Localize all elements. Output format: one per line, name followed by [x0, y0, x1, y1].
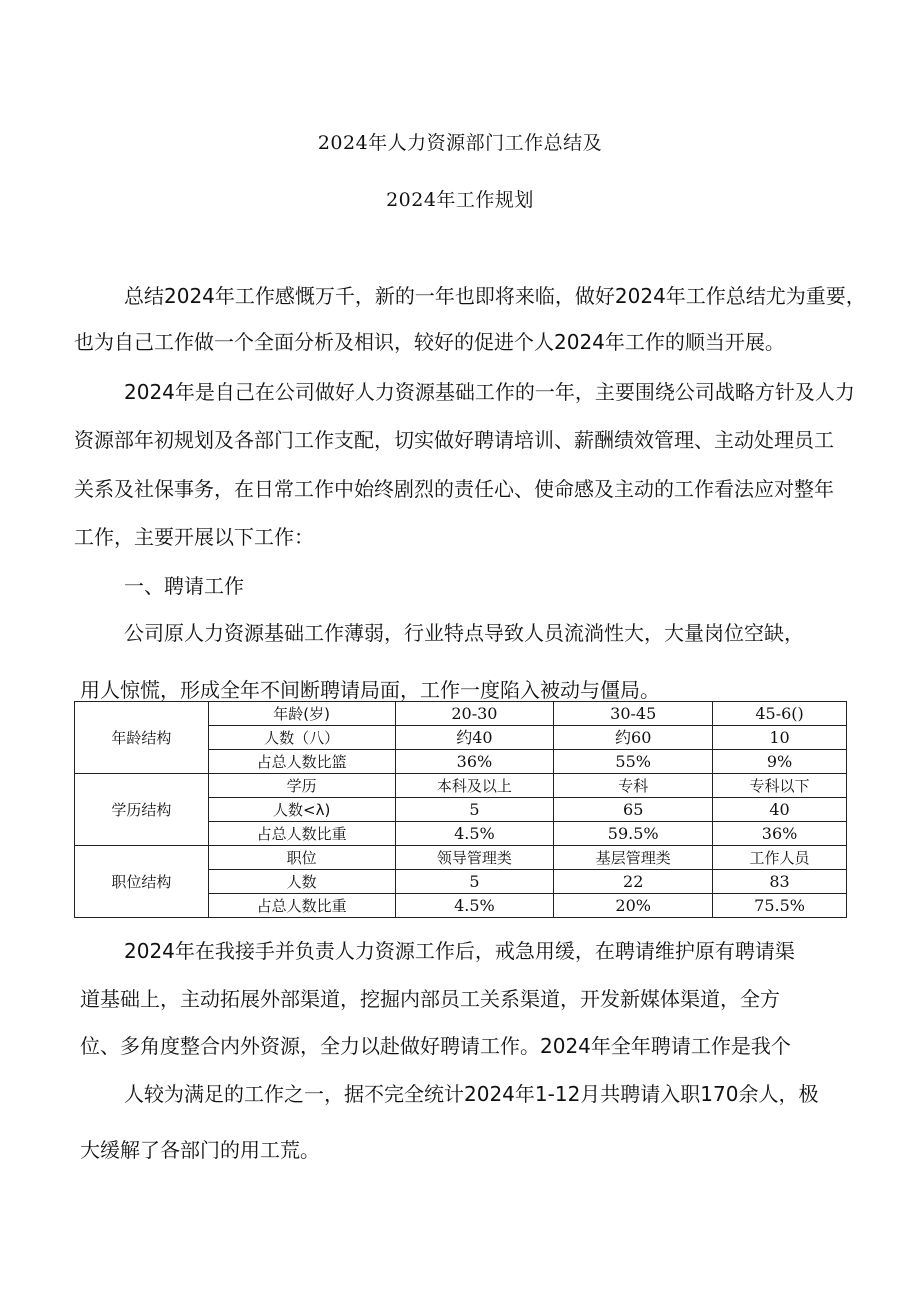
table-cell: 5 [395, 798, 554, 822]
table-cell: 4.5% [395, 822, 554, 846]
table-cell: 领导管理类 [395, 846, 554, 870]
document-title-line1: 2024年人力资源部门工作总结及 [317, 132, 603, 154]
table-cell: 本科及以上 [395, 774, 554, 798]
paragraph-4-line-2: 道基础上，主动拓展外部渠道，挖掘内部员工关系渠道，开发新媒体渠道，全方 [80, 987, 780, 1011]
document-title-line2: 2024年工作规划 [386, 189, 534, 211]
table-cell: 4.5% [395, 894, 554, 918]
paragraph-2-line-2: 资源部年初规划及各部门工作支配，切实做好聘请培训、薪酬绩效管理、主动处理员工 [74, 428, 834, 452]
table-cell: 9% [713, 750, 847, 774]
paragraph-4-line-4: 人较为满足的工作之一，据不完全统计2024年1-12月共聘请入职170余人，极 [124, 1082, 819, 1106]
table-cell: 工作人员 [713, 846, 847, 870]
table-cell: 基层管理类 [554, 846, 713, 870]
table-cell: 学历 [208, 774, 395, 798]
table-cell: 约60 [554, 726, 713, 750]
paragraph-3-line-1: 公司原人力资源基础工作薄弱，行业特点导致人员流淌性大，大量岗位空缺， [124, 621, 804, 645]
table-cell: 专科以下 [713, 774, 847, 798]
category-cell: 学历结构 [75, 774, 209, 846]
table-cell: 约40 [395, 726, 554, 750]
table-cell: 5 [395, 870, 554, 894]
table-cell: 20% [554, 894, 713, 918]
table-cell: 30-45 [554, 702, 713, 726]
table-cell: 75.5% [713, 894, 847, 918]
paragraph-2-line-3: 关系及社保事务，在日常工作中始终剧烈的责任心、使命感及主动的工作看法应对整年 [74, 477, 834, 501]
table-cell: 40 [713, 798, 847, 822]
paragraph-4-line-1: 2024年在我接手并负责人力资源工作后，戒急用缓，在聘请维护原有聘请渠 [124, 939, 795, 963]
table-cell: 占总人数比篮 [208, 750, 395, 774]
table-row [75, 702, 847, 726]
table-cell: 人数<λ) [208, 798, 395, 822]
table-cell: 占总人数比重 [208, 894, 395, 918]
category-cell: 年龄结构 [75, 702, 209, 774]
table-cell: 45-6() [713, 702, 847, 726]
table-cell: 36% [395, 750, 554, 774]
paragraph-3-line-2: 用人惊慌，形成全年不间断聘请局面，工作一度陷入被动与僵局。 [80, 678, 660, 702]
table-cell: 83 [713, 870, 847, 894]
table-cell: 36% [713, 822, 847, 846]
table-cell: 占总人数比重 [208, 822, 395, 846]
table-cell: 专科 [554, 774, 713, 798]
paragraph-4-line-5: 大缓解了各部门的用工荒。 [80, 1138, 320, 1162]
table-cell: 65 [554, 798, 713, 822]
table-cell: 职位 [208, 846, 395, 870]
staff-structure-table [74, 701, 847, 918]
section-heading-recruitment: 一、聘请工作 [124, 574, 244, 598]
table-cell: 人数（八） [208, 726, 395, 750]
table-cell: 55% [554, 750, 713, 774]
table-cell: 人数 [208, 870, 395, 894]
table-row [75, 774, 847, 798]
table-cell: 20-30 [395, 702, 554, 726]
paragraph-2-line-4: 工作，主要开展以下工作： [74, 525, 314, 549]
paragraph-1-line-1: 总结2024年工作感慨万千，新的一年也即将来临，做好2024年工作总结尤为重要， [124, 284, 866, 308]
paragraph-1-line-2: 也为自己工作做一个全面分析及相识，较好的促进个人2024年工作的顺当开展。 [74, 330, 785, 354]
table-cell: 10 [713, 726, 847, 750]
paragraph-2-line-1: 2024年是自己在公司做好人力资源基础工作的一年，主要围绕公司战略方针及人力 [124, 380, 855, 404]
table-cell: 59.5% [554, 822, 713, 846]
table-row [75, 846, 847, 870]
category-cell: 职位结构 [75, 846, 209, 918]
table-cell: 22 [554, 870, 713, 894]
paragraph-4-line-3: 位、多角度整合内外资源，全力以赴做好聘请工作。2024年全年聘请工作是我个 [80, 1034, 791, 1058]
table-cell: 年龄(岁) [208, 702, 395, 726]
